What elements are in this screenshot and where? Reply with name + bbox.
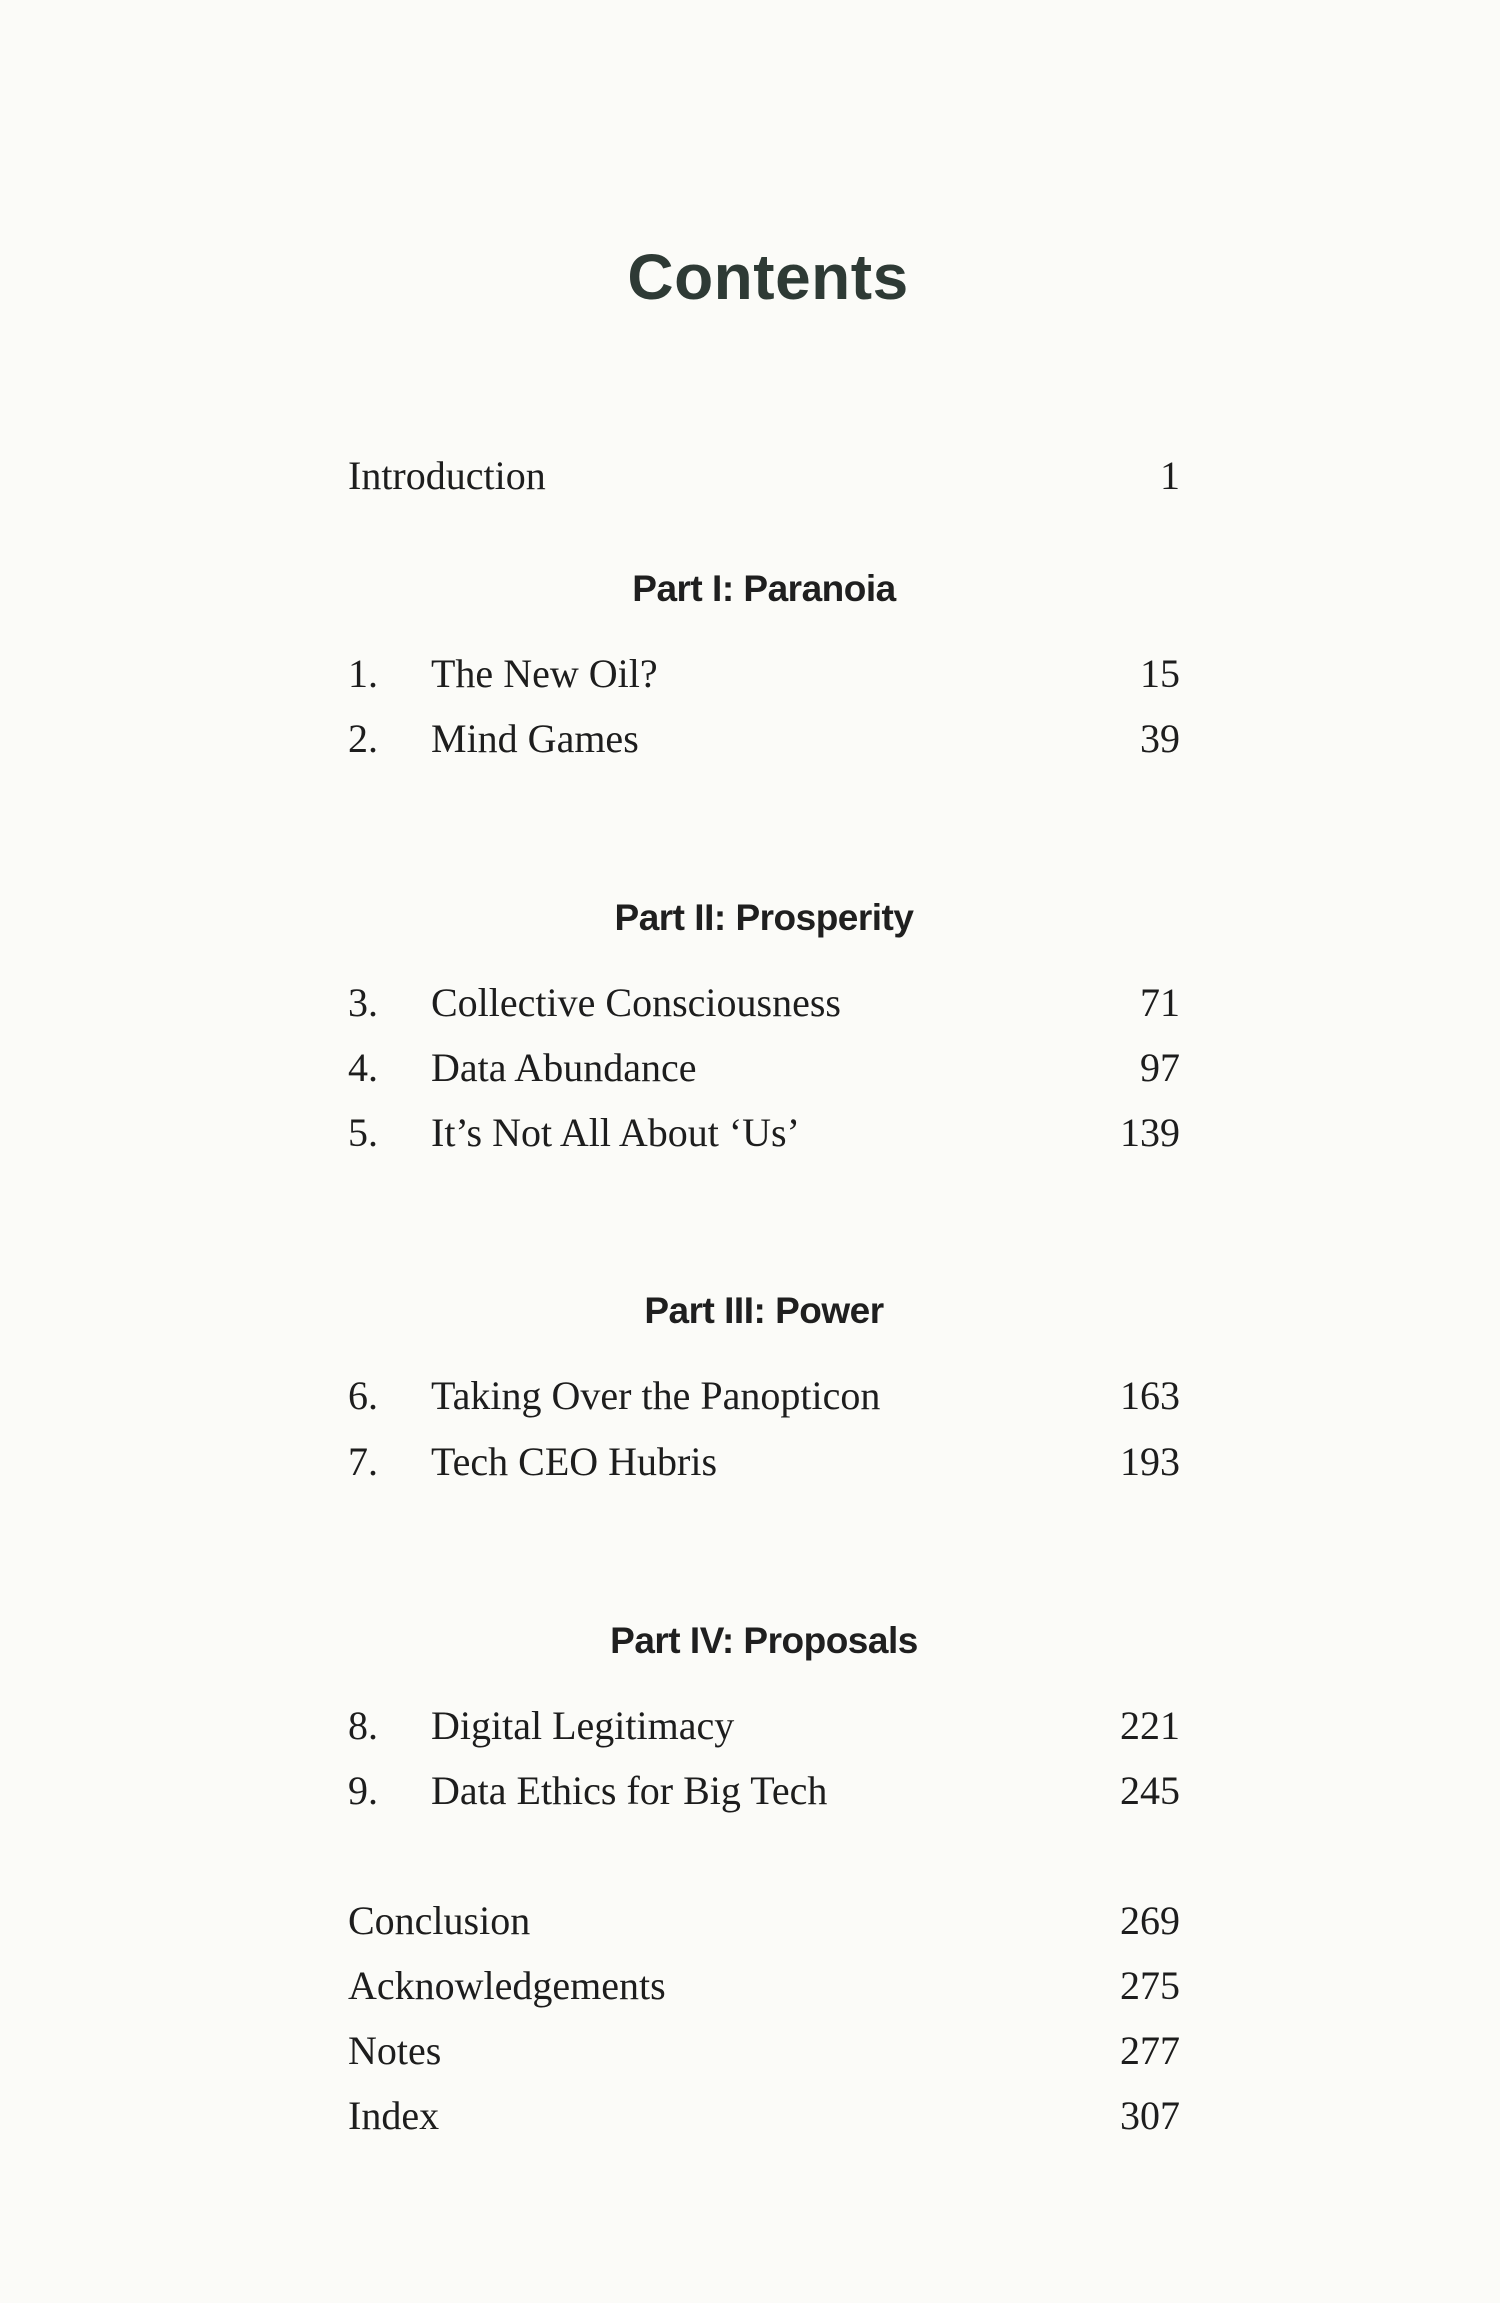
entry-title: Conclusion [348,1898,531,1943]
part-heading: Part I: Paranoia [632,568,896,609]
entry-page-number: 39 [1140,716,1180,761]
toc-entry-chapter[interactable] [348,1109,1180,1159]
entry-page-number: 163 [1120,1373,1180,1418]
entry-page-number: 71 [1140,980,1180,1025]
entry-title: Collective Consciousness [431,980,841,1025]
toc-entry-chapter[interactable] [348,1372,1180,1422]
entry-title: Introduction [348,453,546,498]
entry-page-number: 307 [1120,2093,1180,2138]
entry-title: Data Ethics for Big Tech [431,1768,828,1813]
chapter-number: 2. [348,716,378,761]
part-heading: Part IV: Proposals [610,1620,918,1661]
entry-page-number: 275 [1120,1963,1180,2008]
toc-entry-chapter[interactable] [348,1438,1180,1488]
entry-title: Taking Over the Panopticon [431,1373,881,1418]
chapter-number: 5. [348,1110,378,1155]
toc-entry-index[interactable] [348,2092,1180,2142]
entry-title: Data Abundance [431,1045,697,1090]
entry-page-number: 269 [1120,1898,1180,1943]
toc-entry-chapter[interactable] [348,1767,1180,1817]
entry-page-number: 221 [1120,1703,1180,1748]
toc-entry-notes[interactable] [348,2027,1180,2077]
chapter-number: 8. [348,1703,378,1748]
chapter-number: 1. [348,651,378,696]
chapter-number: 9. [348,1768,378,1813]
page-title: Contents [627,241,909,313]
part-heading: Part III: Power [644,1290,884,1331]
toc-entry-conclusion[interactable] [348,1897,1180,1947]
toc-entry-chapter[interactable] [348,650,1180,700]
entry-page-number: 193 [1120,1439,1180,1484]
entry-page-number: 15 [1140,651,1180,696]
toc-entry-introduction[interactable] [348,452,1180,502]
entry-page-number: 245 [1120,1768,1180,1813]
entry-title: Tech CEO Hubris [431,1439,718,1484]
entry-title: Digital Legitimacy [431,1703,735,1748]
entry-title: The New Oil? [431,651,658,696]
toc-entry-chapter[interactable] [348,979,1180,1029]
entry-title: Index [348,2093,440,2138]
toc-entry-chapter[interactable] [348,1702,1180,1752]
entry-page-number: 97 [1140,1045,1180,1090]
entry-page-number: 139 [1120,1110,1180,1155]
entry-title: Acknowledgements [348,1963,666,2008]
chapter-number: 6. [348,1373,378,1418]
entry-title: Mind Games [431,716,639,761]
entry-page-number: 277 [1120,2028,1180,2073]
entry-title: It’s Not All About ‘Us’ [431,1110,800,1155]
toc-entry-acknowledgements[interactable] [348,1962,1180,2012]
entry-page-number: 1 [1160,453,1180,498]
chapter-number: 7. [348,1439,378,1484]
toc-entry-chapter[interactable] [348,1044,1180,1094]
chapter-number: 4. [348,1045,378,1090]
entry-title: Notes [348,2028,442,2073]
part-heading: Part II: Prosperity [614,897,914,938]
chapter-number: 3. [348,980,378,1025]
toc-entry-chapter[interactable] [348,715,1180,765]
